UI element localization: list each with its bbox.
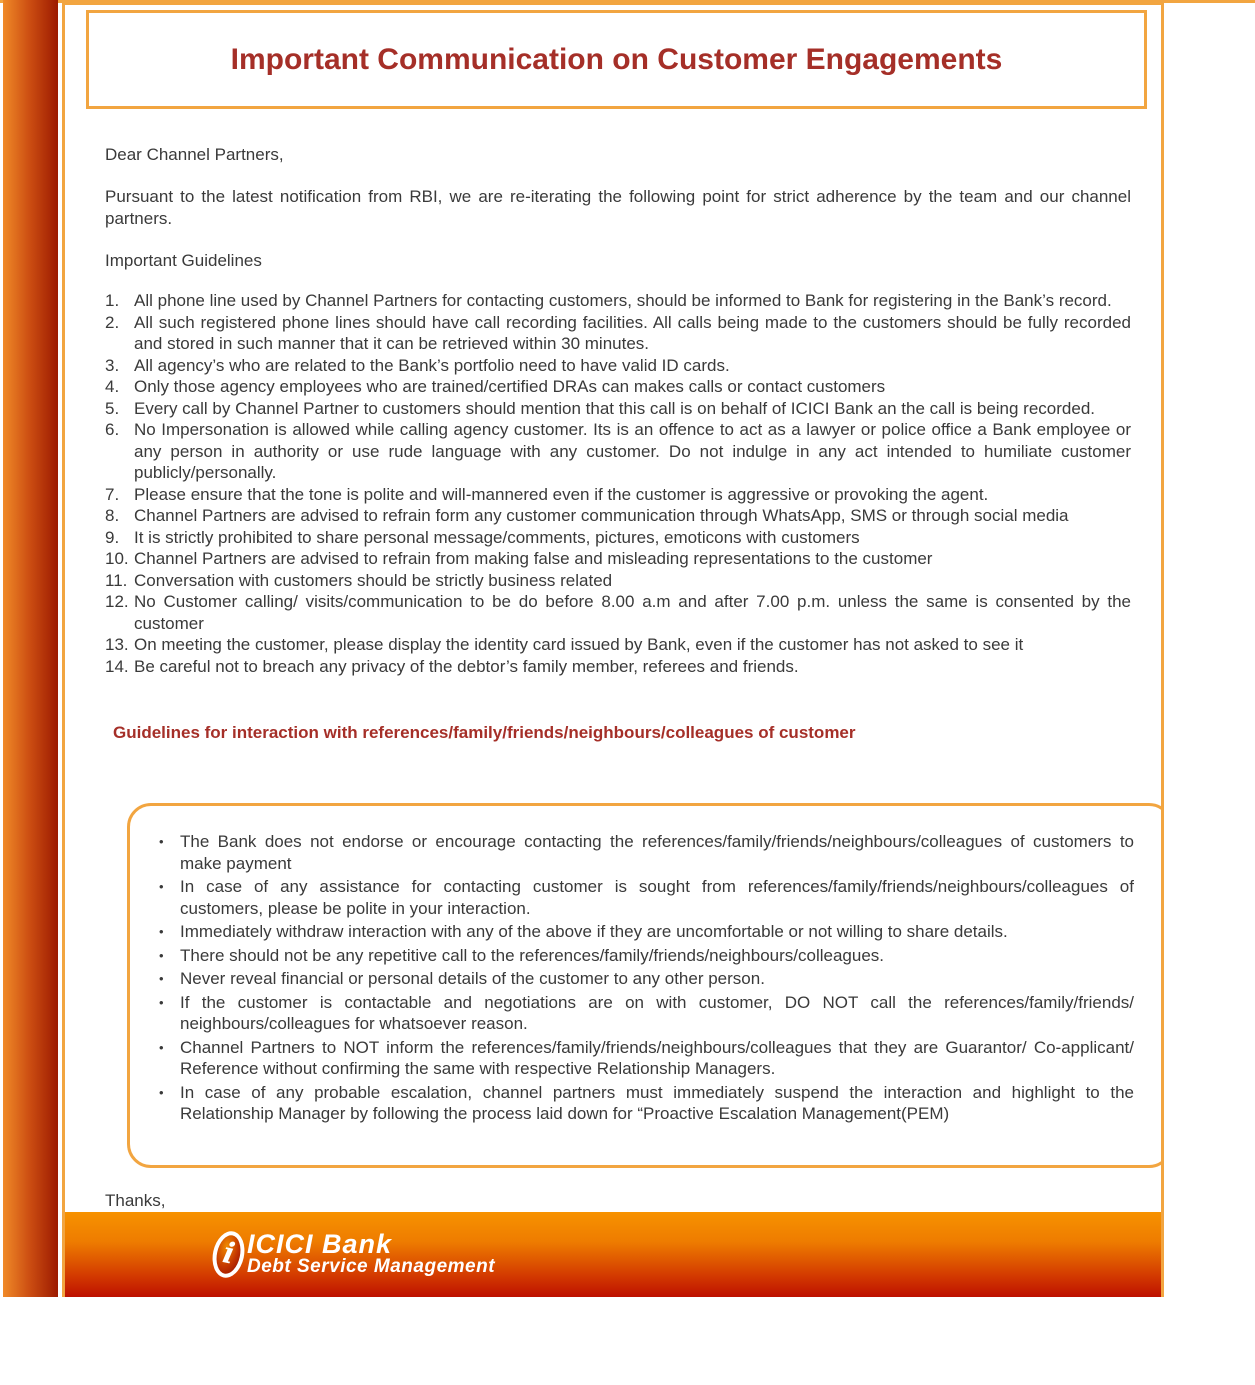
logo-bank-name: ICICI Bank <box>247 1229 393 1259</box>
guideline-text: Channel Partners are advised to refrain form any customer communication through WhatsApp, SMS or through social media <box>134 506 1069 525</box>
section-heading: Guidelines for interaction with references/family/friends/neighbours/colleagues of customer <box>113 723 856 742</box>
guideline-text: Conversation with customers should be strictly business related <box>134 570 613 590</box>
page-title: Important Communication on Customer Engagements <box>230 42 1003 76</box>
guideline-item <box>105 505 1131 527</box>
footer-banner <box>65 1212 1161 1297</box>
guideline-text: Be careful not to breach any privacy of the debtor’s family member, referees and friends. <box>134 656 799 676</box>
reference-guideline-text: Channel Partners to NOT inform the references/family/friends/neighbours/colleagues that they are Guarantor/ Co-applicant/ Reference without confirming the same with respective Relationship Managers. <box>180 1037 1134 1078</box>
reference-guideline-text: There should not be any repetitive call to the references/family/friends/neighbours/colleagues. <box>180 945 885 965</box>
reference-guideline-item <box>130 945 1134 967</box>
guideline-item <box>105 376 1131 398</box>
intro-paragraph: Pursuant to the latest notification from RBI, we are re-iterating the following point for strict adherence by the team and our channel partners. <box>105 187 1131 228</box>
reference-guideline-item <box>130 876 1134 919</box>
guideline-item <box>105 290 1131 312</box>
reference-guideline-text: In case of any probable escalation, channel partners must immediately suspend the interaction and highlight to the Relationship Manager by following the process laid down for “Proactive Escalation Management(PEM) <box>180 1082 1134 1123</box>
guideline-text: All such registered phone lines should have call recording facilities. All calls being made to the customers should be fully recorded and stored in such manner that it can be retrieved within 30 minutes. <box>134 312 1131 353</box>
guideline-item <box>105 656 1131 678</box>
reference-guideline-item <box>130 1082 1134 1125</box>
reference-guideline-text: If the customer is contactable and negotiations are on with customer, DO NOT call the references/family/friends/ neighbours/colleagues for whatsoever reason. <box>180 992 1134 1033</box>
icici-logo-icon <box>208 1228 248 1280</box>
reference-guideline-text: The Bank does not endorse or encourage contacting the references/family/friends/neighbours/colleagues of customers to make payment <box>180 832 1134 873</box>
logo-i-glyph: i <box>219 1234 238 1271</box>
title-box <box>86 10 1147 109</box>
guideline-item <box>105 591 1131 634</box>
left-accent-bar <box>3 0 58 1297</box>
guidelines-label: Important Guidelines <box>105 251 262 270</box>
guideline-item <box>105 312 1131 355</box>
guideline-item <box>105 484 1131 506</box>
reference-guideline-item <box>130 968 1134 990</box>
guideline-text: Please ensure that the tone is polite and will-mannered even if the customer is aggressive or provoking the agent. <box>134 484 989 504</box>
reference-guideline-text: Never reveal financial or personal details of the customer to any other person. <box>180 969 765 988</box>
logo-text <box>247 1229 496 1277</box>
guidelines-list <box>105 290 1131 677</box>
reference-guidelines-list <box>130 831 1134 1125</box>
guideline-text: All agency’s who are related to the Bank’s portfolio need to have valid ID cards. <box>134 355 730 375</box>
guideline-text: Channel Partners are advised to refrain from making false and misleading representations to the customer <box>134 549 933 568</box>
guideline-text: It is strictly prohibited to share personal message/comments, pictures, emoticons with customers <box>134 527 860 547</box>
guideline-item <box>105 634 1131 656</box>
guideline-item <box>105 398 1131 420</box>
guideline-item <box>105 355 1131 377</box>
reference-guideline-item <box>130 992 1134 1035</box>
guideline-text: All phone line used by Channel Partners for contacting customers, should be informed to Bank for registering in the Bank’s record. <box>134 291 1112 310</box>
guideline-text: No Customer calling/ visits/communication to be do before 8.00 a.m and after 7.00 p.m. unless the same is consented by the customer <box>134 592 1131 633</box>
reference-guideline-text: Immediately withdraw interaction with any of the above if they are uncomfortable or not willing to share details. <box>180 922 1008 941</box>
guideline-text: Only those agency employees who are trained/certified DRAs can makes calls or contact customers <box>134 377 886 396</box>
guideline-text: Every call by Channel Partner to customers should mention that this call is on behalf of ICICI Bank an the call is being recorded. <box>134 398 1095 418</box>
reference-guideline-item <box>130 831 1134 874</box>
content-frame <box>62 2 1164 1297</box>
guideline-item <box>105 419 1131 484</box>
closing-thanks: Thanks, <box>105 1190 166 1210</box>
icici-bank-logo <box>213 1231 495 1278</box>
guideline-text: No Impersonation is allowed while calling agency customer. Its is an offence to act as a lawyer or police office a Bank employee or any person in authority or use rude language with any customer. Do not indulge in any act intended to humiliate customer publicly/personally. <box>134 420 1131 482</box>
guideline-item <box>105 570 1131 592</box>
reference-guideline-text: In case of any assistance for contacting customer is sought from references/family/friends/neighbours/colleagues of customers, please be polite in your interaction. <box>180 877 1134 918</box>
reference-guideline-item <box>130 1037 1134 1080</box>
reference-guideline-item <box>130 921 1134 943</box>
salutation: Dear Channel Partners, <box>105 145 284 164</box>
guideline-text: On meeting the customer, please display the identity card issued by Bank, even if the customer has not asked to see it <box>134 635 1024 654</box>
logo-division: Debt Service Management <box>247 1256 496 1277</box>
letter-body <box>65 145 1161 1293</box>
reference-guidelines-box <box>127 803 1164 1168</box>
guideline-item <box>105 548 1131 570</box>
guideline-item <box>105 527 1131 549</box>
